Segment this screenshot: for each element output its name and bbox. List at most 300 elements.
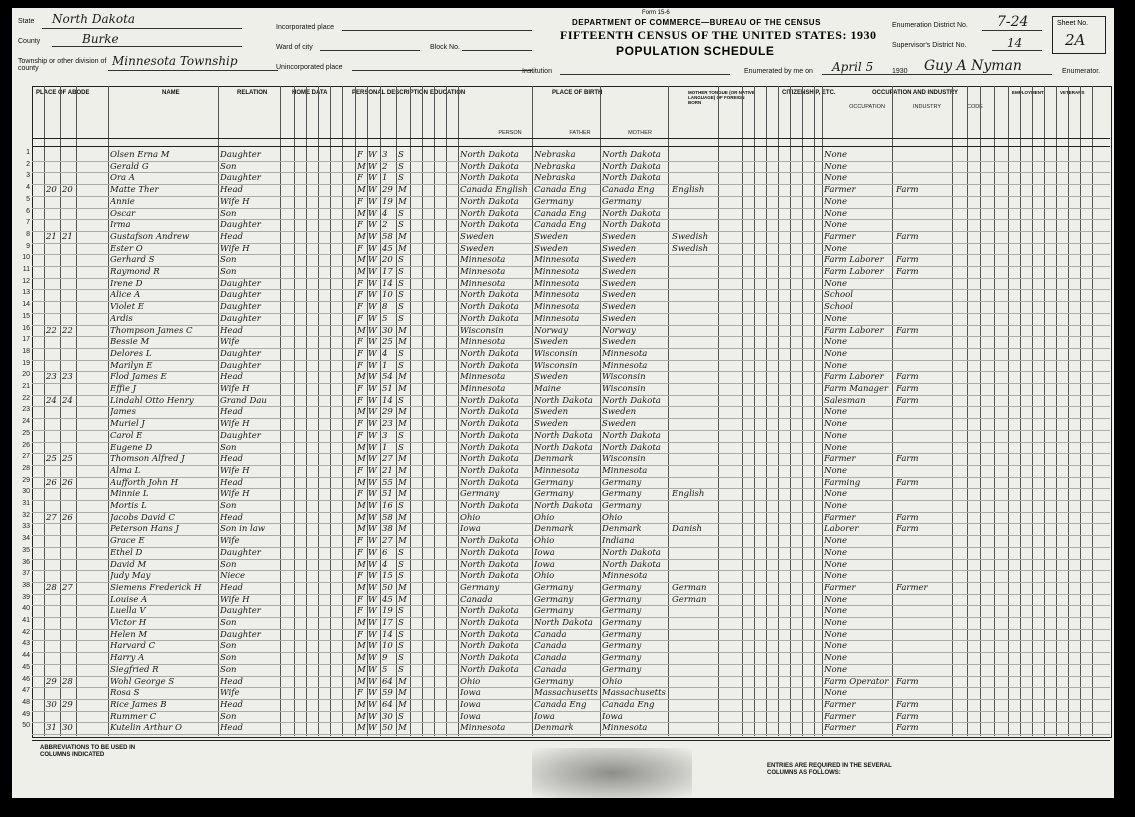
cell-name: Muriel J (110, 419, 145, 430)
cell-rel: Daughter (220, 606, 261, 617)
cell-ms: M (398, 512, 407, 523)
cell-sex: F (357, 384, 363, 394)
line-number: 27 (22, 453, 30, 461)
cell-name: Thomson Alfred J (110, 454, 185, 465)
cell-code (672, 442, 716, 454)
cell-rel: Daughter (220, 360, 261, 371)
cell-ms: M (398, 454, 407, 465)
cell-sex: F (357, 571, 363, 582)
cell-mpob: North Dakota (602, 173, 661, 184)
cell-mpob: Sweden (602, 243, 637, 254)
cell-mpob: Sweden (602, 278, 637, 289)
cell-age: 29 (382, 407, 393, 418)
cell-age: 59 (382, 688, 393, 699)
cell-sex: M (357, 407, 366, 418)
table-row (22, 347, 1110, 360)
cell-fpob: Sweden (534, 337, 569, 348)
table-row (22, 593, 1110, 606)
cell-code (672, 453, 716, 465)
cell-ind (896, 687, 948, 699)
cell-sex: M (357, 641, 366, 652)
cell-name: Ester O (110, 243, 143, 254)
cell-occ: School (824, 302, 854, 313)
cell-ms: M (398, 337, 407, 348)
cell-occ: Salesman (824, 395, 866, 406)
cell-sex: M (357, 653, 366, 664)
cell-dw (46, 243, 60, 255)
cell-code (672, 605, 716, 617)
cell-code (672, 325, 716, 337)
cell-sex: M (357, 185, 366, 196)
cell-fam: 27 (62, 582, 73, 593)
cell-race: W (368, 208, 377, 219)
cell-ms: M (398, 723, 407, 734)
cell-name: Olsen Erna M (110, 150, 170, 160)
cell-mpob: Sweden (602, 255, 637, 266)
cell-occ: Farm Laborer (824, 325, 884, 336)
line-number: 50 (22, 722, 30, 730)
cell-code (672, 395, 716, 407)
cell-pob: North Dakota (460, 477, 519, 488)
line-number: 20 (22, 371, 30, 379)
enumerated-label: Enumerated by me on (744, 68, 813, 75)
table-row (22, 535, 1110, 547)
cell-race: W (368, 618, 377, 628)
table-row (22, 254, 1110, 266)
cell-dw (46, 629, 60, 641)
cell-sex: M (357, 723, 366, 734)
table-row (22, 359, 1110, 372)
cell-age: 30 (382, 711, 393, 722)
cell-dw (46, 360, 60, 372)
cell-age: 15 (382, 571, 393, 582)
cell-fam (62, 652, 76, 664)
cell-fpob: Germany (534, 196, 574, 207)
cell-fam (62, 535, 76, 547)
cell-ms: S (398, 150, 404, 160)
table-row (22, 301, 1110, 313)
cell-sex: F (357, 430, 363, 441)
cell-age: 10 (382, 641, 393, 652)
cell-code: English (672, 489, 705, 500)
cell-pob: Minnesota (460, 384, 506, 394)
cell-fam (62, 266, 76, 278)
cell-fpob: Iowa (534, 547, 555, 558)
cell-rel: Daughter (220, 547, 261, 558)
cell-occ: None (824, 594, 848, 605)
cell-fam (62, 149, 76, 161)
cell-fam (62, 547, 76, 559)
cell-sex: F (357, 688, 363, 699)
cell-rel: Son (220, 641, 237, 652)
cell-dw (46, 430, 60, 442)
cell-mpob: Germany (602, 606, 642, 617)
cell-pob: North Dakota (460, 290, 519, 301)
table-row (22, 698, 1110, 711)
cell-rel: Son in law (220, 524, 266, 535)
cell-mpob: North Dakota (602, 395, 661, 406)
cell-ind (896, 488, 948, 500)
line-number: 3 (26, 172, 30, 180)
cell-race: W (368, 196, 377, 207)
line-number: 40 (22, 605, 30, 613)
cell-dw (46, 535, 60, 547)
cell-fam: 26 (62, 477, 73, 488)
subhead-occupation: OCCUPATION (849, 104, 885, 110)
line-number: 30 (22, 488, 30, 496)
cell-name: Irma (110, 220, 131, 231)
row-rule (32, 734, 1110, 735)
cell-mpob: Germany (602, 196, 642, 207)
cell-ind: Farm (896, 384, 919, 394)
cell-race: W (368, 278, 377, 289)
cell-dw (46, 652, 60, 664)
cell-age: 29 (382, 185, 393, 196)
cell-dw (46, 161, 60, 173)
cell-mpob: North Dakota (602, 161, 661, 172)
cell-age: 5 (382, 313, 388, 324)
cell-occ: None (824, 360, 848, 371)
cell-sex: F (357, 536, 363, 547)
cell-pob: Minnesota (460, 723, 506, 734)
cell-code: Danish (672, 524, 702, 535)
cell-dw: 20 (46, 185, 57, 196)
cell-race: W (368, 512, 377, 523)
cell-sex: M (357, 267, 366, 277)
line-number: 31 (22, 500, 30, 507)
cell-fpob: Germany (534, 489, 574, 500)
cell-mpob: Ohio (602, 676, 623, 687)
cell-fam (62, 570, 76, 582)
township-label: Township or other division of county (18, 58, 107, 72)
cell-sex: M (357, 559, 366, 570)
cell-fpob: Germany (534, 582, 574, 593)
cell-sex: F (357, 220, 363, 231)
cell-mpob: Germany (602, 477, 642, 488)
cell-fam (62, 196, 76, 208)
group-occupation: OCCUPATION AND INDUSTRY (872, 90, 958, 96)
cell-sex: M (357, 512, 366, 523)
cell-race: W (368, 150, 377, 160)
cell-race: W (368, 454, 377, 465)
cell-dw (46, 687, 60, 699)
cell-race: W (368, 348, 377, 359)
cell-dw: 24 (46, 395, 57, 406)
table-row (22, 546, 1110, 559)
cell-age: 3 (382, 430, 388, 441)
cell-age: 25 (382, 337, 393, 348)
cell-race: W (368, 723, 377, 734)
line-number: 35 (22, 546, 30, 554)
cell-age: 1 (382, 442, 388, 453)
cell-fam (62, 289, 76, 301)
line-number: 43 (22, 640, 30, 648)
cell-occ: Farm Laborer (824, 372, 884, 383)
line-number: 18 (22, 347, 30, 355)
cell-fam (62, 360, 76, 372)
line-number: 6 (26, 207, 30, 215)
subhead-father: FATHER (569, 130, 591, 136)
cell-rel: Head (220, 231, 243, 242)
cell-ind: Farm (896, 676, 919, 687)
line-number: 12 (22, 277, 30, 285)
line-number: 29 (22, 476, 30, 484)
cell-fam (62, 383, 76, 395)
cell-occ: None (824, 150, 848, 160)
cell-mpob: North Dakota (602, 208, 661, 219)
cell-dw (46, 617, 60, 629)
cell-race: W (368, 173, 377, 184)
cell-ms: S (398, 348, 404, 359)
group-education: EDUCATION (430, 90, 466, 96)
supervisor-value: 14 (1007, 36, 1023, 50)
cell-dw (46, 570, 60, 582)
cell-fam (62, 617, 76, 629)
cell-sex: F (357, 313, 363, 324)
cell-ind (896, 535, 948, 547)
cell-mpob: Germany (602, 629, 642, 640)
cell-rel: Wife H (220, 594, 250, 605)
cell-age: 5 (382, 664, 388, 675)
cell-fam (62, 594, 76, 606)
cell-rel: Head (220, 454, 243, 465)
cell-pob: North Dakota (460, 454, 519, 465)
cell-name: Thompson James C (110, 325, 193, 336)
cell-dw (46, 442, 60, 454)
cell-dw (46, 266, 60, 278)
cell-ms: M (398, 536, 407, 547)
table-row (22, 628, 1110, 641)
group-relation: RELATION (237, 90, 268, 96)
cell-fam (62, 243, 76, 255)
cell-age: 17 (382, 618, 393, 628)
cell-occ: Farming (824, 477, 861, 488)
cell-mpob: Germany (602, 594, 642, 605)
cell-ms: M (398, 407, 407, 418)
cell-fpob: Massachusetts (534, 688, 598, 699)
cell-dw (46, 559, 60, 571)
cell-race: W (368, 185, 377, 196)
cell-ind (896, 617, 948, 629)
county-label: County (18, 38, 41, 45)
group-veterans: VETERANS (1060, 90, 1085, 95)
cell-name: Jacobs David C (110, 512, 175, 523)
cell-name: Alice A (110, 290, 141, 301)
cell-dw (46, 664, 60, 676)
line-number: 22 (22, 394, 30, 402)
cell-race: W (368, 547, 377, 558)
table-row (22, 277, 1110, 290)
cell-code (672, 430, 716, 442)
cell-age: 50 (382, 582, 393, 593)
cell-occ: Farmer (824, 711, 856, 722)
township-value: Minnesota Township (112, 54, 238, 68)
cell-fam (62, 664, 76, 676)
group-place-of-abode: PLACE OF ABODE (36, 90, 90, 96)
cell-sex: F (357, 489, 363, 500)
cell-age: 10 (382, 290, 393, 301)
cell-fam (62, 406, 76, 418)
cell-sex: M (357, 501, 366, 511)
cell-rel: Head (220, 512, 243, 523)
cell-pob: North Dakota (460, 442, 519, 453)
cell-race: W (368, 641, 377, 652)
cell-ind (896, 652, 948, 664)
cell-occ: None (824, 618, 848, 628)
cell-mpob: Sweden (602, 302, 637, 313)
cell-pob: Iowa (460, 688, 481, 699)
cell-pob: Iowa (460, 699, 481, 710)
cell-fam (62, 605, 76, 617)
cell-ind (896, 161, 948, 173)
cell-rel: Daughter (220, 430, 261, 441)
cell-rel: Wife H (220, 384, 250, 394)
cell-age: 51 (382, 384, 393, 394)
cell-sex: M (357, 477, 366, 488)
cell-race: W (368, 430, 377, 441)
cell-occ: None (824, 278, 848, 289)
cell-occ: None (824, 220, 848, 231)
line-number: 36 (22, 558, 30, 566)
cell-code (672, 196, 716, 208)
line-number: 34 (22, 535, 30, 543)
cell-dw (46, 488, 60, 500)
cell-occ: None (824, 208, 848, 219)
cell-ms: S (398, 559, 404, 570)
cell-pob: North Dakota (460, 360, 519, 371)
cell-code (672, 676, 716, 688)
cell-pob: Sweden (460, 243, 495, 254)
table-row (22, 371, 1110, 383)
cell-race: W (368, 501, 377, 511)
cell-fpob: Wisconsin (534, 348, 578, 359)
cell-fam (62, 500, 76, 512)
cell-fam (62, 640, 76, 652)
cell-dw (46, 594, 60, 606)
table-row (22, 429, 1110, 442)
cell-code (672, 371, 716, 383)
table-row (22, 324, 1110, 337)
abbreviation-footer (32, 740, 1110, 789)
cell-name: Oscar (110, 208, 136, 219)
incorporated-label: Incorporated place (276, 24, 334, 31)
cell-code (672, 149, 716, 161)
table-row (22, 722, 1110, 734)
cell-fam (62, 172, 76, 184)
cell-sex: M (357, 454, 366, 465)
cell-rel: Son (220, 267, 237, 277)
cell-code: Swedish (672, 243, 709, 254)
enumerated-date: April 5 (832, 60, 874, 74)
cell-fam (62, 219, 76, 231)
group-home-data: HOME DATA (292, 90, 328, 96)
cell-name: Effie J (110, 384, 137, 394)
enumerator-label: Enumerator. (1062, 68, 1101, 75)
cell-age: 16 (382, 501, 393, 511)
table-row (22, 500, 1110, 512)
cell-dw: 26 (46, 477, 57, 488)
cell-pob: North Dakota (460, 395, 519, 406)
cell-rel: Daughter (220, 302, 261, 313)
cell-ms: S (398, 173, 404, 184)
census-sheet (12, 8, 1114, 798)
cell-ms: S (398, 302, 404, 313)
cell-ms: S (398, 430, 404, 441)
cell-mpob: Germany (602, 489, 642, 500)
cell-occ: None (824, 501, 848, 511)
cell-occ: Farmer (824, 454, 856, 465)
cell-mpob: Sweden (602, 337, 637, 348)
table-row (22, 511, 1110, 524)
cell-ms: S (398, 641, 404, 652)
cell-rel: Daughter (220, 278, 261, 289)
cell-race: W (368, 653, 377, 664)
cell-ms: M (398, 419, 407, 430)
cell-age: 20 (382, 255, 393, 266)
cell-code (672, 383, 716, 395)
cell-fpob: Canada Eng (534, 185, 587, 196)
cell-name: Louise A (110, 594, 148, 605)
line-number: 13 (22, 289, 30, 297)
cell-ms: M (398, 524, 407, 535)
cell-ind: Farm (896, 372, 919, 383)
cell-dw: 29 (46, 676, 57, 687)
line-number: 16 (22, 324, 30, 332)
cell-pob: Sweden (460, 231, 495, 242)
cell-age: 17 (382, 267, 393, 277)
cell-age: 54 (382, 372, 393, 383)
cell-occ: None (824, 442, 848, 453)
cell-dw (46, 278, 60, 290)
cell-sex: M (357, 582, 366, 593)
line-number: 41 (22, 617, 30, 624)
cell-ms: S (398, 629, 404, 640)
cell-ind (896, 243, 948, 255)
table-row (22, 418, 1110, 430)
cell-occ: Farm Operator (824, 676, 889, 687)
cell-fam: 25 (62, 454, 73, 465)
enumerator-signature: Guy A Nyman (924, 58, 1022, 74)
cell-age: 51 (382, 489, 393, 500)
cell-pob: North Dakota (460, 547, 519, 558)
cell-pob: North Dakota (460, 641, 519, 652)
cell-dw: 23 (46, 372, 57, 383)
cell-name: Minnie L (110, 489, 149, 500)
cell-fpob: Germany (534, 676, 574, 687)
cell-fpob: Canada Eng (534, 208, 587, 219)
cell-dw (46, 208, 60, 220)
cell-fam: 21 (62, 231, 73, 242)
cell-occ: None (824, 161, 848, 172)
cell-name: Rosa S (110, 688, 140, 699)
cell-occ: School (824, 290, 854, 301)
cell-name: Victor H (110, 618, 147, 628)
cell-code: English (672, 185, 705, 196)
cell-dw (46, 418, 60, 430)
line-number: 47 (22, 687, 30, 695)
cell-occ: Farm Laborer (824, 267, 884, 277)
cell-occ: Farmer (824, 582, 856, 593)
cell-name: Carol E (110, 430, 143, 441)
cell-occ: None (824, 173, 848, 184)
line-number: 32 (22, 511, 30, 519)
cell-fpob: Denmark (534, 524, 574, 535)
cell-ind (896, 289, 948, 301)
cell-occ: None (824, 465, 848, 476)
cell-occ: None (824, 653, 848, 664)
cell-rel: Wife H (220, 465, 250, 476)
cell-race: W (368, 325, 377, 336)
